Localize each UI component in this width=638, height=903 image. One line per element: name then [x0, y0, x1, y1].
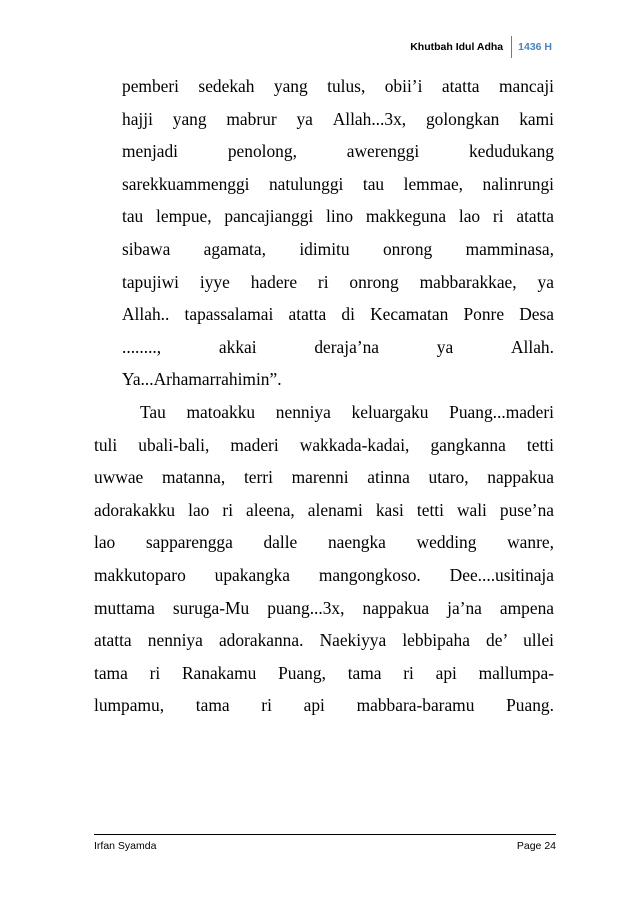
word: idimitu	[299, 239, 350, 259]
word: Dee....usitinaja	[449, 565, 554, 585]
line-text: muttama suruga-Mu puang...3x, nappakua ja’na ampena	[94, 597, 554, 618]
word: Allah.	[510, 336, 554, 357]
word: ubali-bali,	[138, 434, 210, 455]
word: tulus,	[327, 76, 366, 96]
word: marenni	[291, 467, 349, 488]
text-line	[122, 270, 554, 294]
word: kami	[519, 108, 554, 129]
line-text: tau lempue, pancajianggi lino makkeguna lao ri atatta	[122, 206, 554, 227]
word: hajji	[122, 108, 153, 129]
text-line	[94, 433, 554, 457]
text-line	[94, 596, 554, 620]
word: penolong,	[227, 141, 297, 162]
word: gangkanna	[430, 434, 506, 455]
line-text: sarekkuammenggi natulunggi tau lemmae, nalinrungi	[122, 173, 554, 194]
word: yang	[172, 108, 207, 129]
text-line	[94, 465, 554, 489]
word: tama	[195, 695, 230, 716]
text-line	[122, 107, 554, 131]
word: Ranakamu	[181, 662, 257, 683]
word: onrong	[382, 239, 433, 259]
word: api	[435, 662, 457, 683]
word: atatta	[441, 76, 480, 96]
word: sapparengga	[145, 532, 233, 553]
word: naengka	[327, 532, 386, 553]
line-text: adorakakku lao ri aleena, alenami kasi tetti wali puse’na	[94, 499, 554, 520]
word: ri	[317, 271, 329, 292]
text-line	[122, 139, 554, 163]
word: mancaji	[498, 76, 554, 96]
word: sibawa	[122, 239, 171, 259]
word: dalle	[263, 532, 298, 553]
word: agamata,	[203, 239, 266, 259]
text-line	[122, 74, 554, 98]
word: tama	[347, 662, 382, 683]
word: uwwae	[94, 467, 144, 488]
word: matanna,	[161, 467, 226, 488]
running-header	[410, 36, 552, 58]
word: mabbarakkae,	[419, 271, 517, 292]
word: nappakua	[487, 467, 554, 488]
word: ya	[436, 336, 454, 357]
word: hadere	[250, 271, 298, 292]
word: mabrur	[226, 108, 277, 129]
line-text: Ya...Arhamarrahimin”.	[122, 369, 282, 390]
word: ri	[403, 662, 414, 683]
word: Puang...maderi	[449, 402, 554, 422]
text-line	[94, 498, 554, 522]
line-text: Allah.. tapassalamai atatta di Kecamatan Ponre Desa	[122, 304, 554, 325]
word: obii’i	[384, 76, 423, 96]
word: makkutoparo	[94, 565, 186, 585]
text-line	[122, 204, 554, 228]
word: nenniya	[275, 402, 331, 422]
header-title: Khutbah Idul Adha	[410, 41, 504, 53]
word: ri	[149, 662, 161, 683]
word: lumpamu,	[94, 695, 165, 716]
footer-author: Irfan Syamda	[94, 840, 157, 852]
header-year: 1436 H	[518, 41, 552, 53]
word: tapujiwi	[122, 271, 179, 292]
word: keluargaku	[351, 402, 429, 422]
text-line	[94, 628, 554, 652]
word: ya	[296, 108, 313, 129]
text-line	[122, 335, 554, 359]
text-line	[122, 237, 554, 261]
text-line	[122, 172, 554, 196]
text-line	[140, 400, 554, 424]
word: mangongkoso.	[318, 565, 421, 585]
word: tama	[94, 662, 128, 683]
word: ya	[537, 271, 554, 292]
word: mallumpa-	[478, 662, 554, 683]
word: Tau	[140, 402, 166, 422]
word: wakkada-kadai,	[299, 434, 410, 455]
word: api	[303, 695, 325, 716]
word: utaro,	[428, 467, 469, 488]
word: awerenggi	[346, 141, 420, 162]
word: ri	[261, 695, 272, 716]
word: pemberi	[122, 76, 179, 96]
line-text: atatta nenniya adorakanna. Naekiyya lebbipaha de’ ullei	[94, 630, 554, 651]
word: wanre,	[507, 532, 554, 553]
word: Allah...3x,	[332, 108, 407, 129]
text-line	[94, 563, 554, 587]
word: matoakku	[186, 402, 256, 422]
word: yang	[273, 76, 308, 96]
word: mamminasa,	[465, 239, 554, 259]
word: upakangka	[214, 565, 290, 585]
word: ........,	[122, 336, 162, 357]
word: Puang,	[278, 662, 326, 683]
text-line	[122, 367, 554, 391]
word: atinna	[367, 467, 410, 488]
word: kedudukang	[468, 141, 554, 162]
word: menjadi	[122, 141, 179, 162]
word: lao	[94, 532, 116, 553]
text-line	[94, 530, 554, 554]
word: iyye	[199, 271, 230, 292]
text-line	[94, 661, 554, 685]
word: sedekah	[198, 76, 255, 96]
footer-page-number: Page 24	[516, 840, 556, 852]
word: terri	[243, 467, 273, 488]
word: onrong	[349, 271, 399, 292]
word: tuli	[94, 434, 118, 455]
word: deraja’na	[314, 336, 380, 357]
word: Puang.	[506, 695, 554, 716]
footer-rule	[94, 834, 556, 835]
text-line	[122, 302, 554, 326]
text-line	[94, 693, 554, 717]
word: mabbara-baramu	[356, 695, 475, 716]
word: tetti	[526, 434, 554, 455]
word: wedding	[416, 532, 477, 553]
word: maderi	[230, 434, 279, 455]
word: golongkan	[425, 108, 500, 129]
word: akkai	[218, 336, 257, 357]
